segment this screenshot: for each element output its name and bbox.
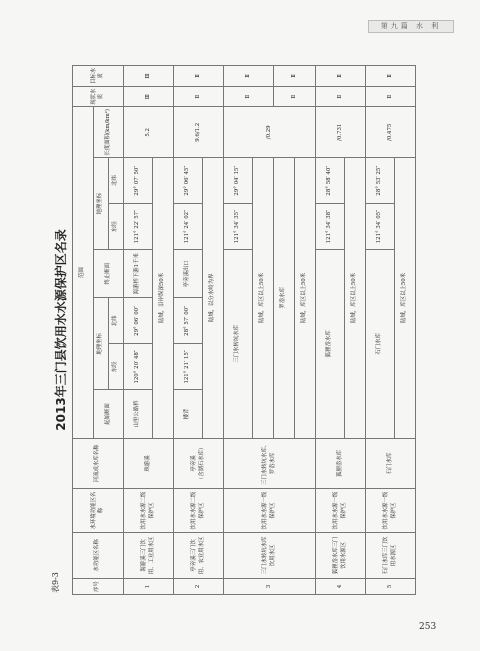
cell-target: Ⅲ bbox=[124, 66, 174, 87]
cell-start: 山里公路桥 bbox=[124, 390, 153, 438]
cell-river bbox=[174, 438, 224, 489]
cell-end: 海游桥下游1千米 bbox=[124, 250, 153, 298]
cell-quality: Ⅱ bbox=[224, 86, 274, 107]
col-end: 终止断面 bbox=[94, 250, 124, 298]
cell-scope: 石门水库 bbox=[366, 250, 395, 439]
table-number: 表9-3 bbox=[51, 572, 60, 593]
cell-note: 陆域，库区以上50米 bbox=[253, 158, 274, 439]
cell-area: 三门水转坑水库饮用水区 bbox=[224, 532, 316, 578]
cell-end-lon: 121° 22′ 57″ bbox=[124, 204, 153, 250]
cell-scope: 狐狸岙水库 bbox=[316, 250, 345, 439]
col-geo-end: 地理坐标 bbox=[94, 158, 109, 250]
cell-area: 亭旁溪三门饮用、农业用水区 bbox=[174, 532, 224, 578]
cell-note: 陆域，库区以上50米 bbox=[345, 158, 366, 439]
cell-lat: 28° 58′ 40″ bbox=[316, 158, 345, 204]
cell-length: /0.731 bbox=[316, 107, 366, 158]
table-row bbox=[174, 66, 203, 595]
cell-end: 亭旁溪出口 bbox=[174, 250, 203, 298]
col-length: 长度面积(km/km²) bbox=[94, 107, 124, 158]
cell-note: 陆域，库区以上50米 bbox=[295, 158, 316, 439]
cell-lon: 121° 34′ 38″ bbox=[316, 204, 345, 250]
cell-quality: Ⅱ bbox=[366, 86, 416, 107]
cell-target: Ⅱ bbox=[224, 66, 274, 87]
cell-start-lat: 29° 06′ 00″ bbox=[124, 298, 153, 344]
running-header: 第九篇 水 利 bbox=[368, 20, 454, 33]
cell-end-lon: 121° 24′ 02″ bbox=[174, 204, 203, 250]
cell-env: 饮用水水源一级保护区 bbox=[366, 489, 416, 533]
cell-note: 陆域，以分水岭为界 bbox=[203, 158, 224, 439]
cell-target: Ⅱ bbox=[274, 66, 316, 87]
cell-area: 海游溪三门饮用、工业用水区 bbox=[124, 532, 174, 578]
cell-length: /0.475 bbox=[366, 107, 416, 158]
col-scope: 范围 bbox=[73, 107, 94, 438]
cell-scope: 罗岙水库 bbox=[274, 158, 295, 439]
cell-seq: 5 bbox=[366, 578, 416, 594]
cell-quality: Ⅱ bbox=[274, 86, 316, 107]
cell-target: Ⅱ bbox=[174, 66, 224, 87]
col-lat-end: 北纬 bbox=[109, 158, 124, 204]
cell-quality: Ⅱ bbox=[316, 86, 366, 107]
col-lon-start: 东经 bbox=[109, 344, 124, 390]
cell-quality: Ⅱ bbox=[174, 86, 224, 107]
cell-seq: 3 bbox=[224, 578, 316, 594]
cell-env: 饮用水水源二级保护区 bbox=[124, 489, 174, 533]
cell-start: 楼背 bbox=[174, 390, 203, 438]
col-target: 目标水质 bbox=[73, 66, 124, 87]
cell-scope: 三门水转坑水库 bbox=[224, 250, 253, 439]
col-lon-end: 东经 bbox=[109, 204, 124, 250]
col-area: 水功能区名称 bbox=[73, 532, 124, 578]
cell-seq: 4 bbox=[316, 578, 366, 594]
cell-end-lat: 29° 06′ 45″ bbox=[174, 158, 203, 204]
cell-river: 珠游溪 bbox=[124, 438, 174, 489]
col-start: 起始断面 bbox=[94, 390, 124, 438]
table-title: 2013年三门县饮用水水源保护区名录 bbox=[54, 229, 68, 431]
cell-seq: 1 bbox=[124, 578, 174, 594]
cell-start-lat: 28° 57′ 00″ bbox=[174, 298, 203, 344]
cell-length: /0.29 bbox=[224, 107, 316, 158]
cell-note: 陆域，库区以上50米 bbox=[395, 158, 416, 439]
cell-quality: Ⅲ bbox=[124, 86, 174, 107]
col-geo-start: 地理坐标 bbox=[94, 298, 109, 390]
table-row bbox=[316, 66, 345, 595]
cell-area: 石门水库三门饮用水源区 bbox=[366, 532, 416, 578]
col-lat-start: 北纬 bbox=[109, 298, 124, 344]
cell-river: 狐狸岙水库 bbox=[316, 438, 366, 489]
col-seq: 序号 bbox=[73, 578, 124, 594]
cell-env: 饮用水水源二级保护区 bbox=[174, 489, 224, 533]
cell-river: 三门水转坑水库、罗岙水库 bbox=[224, 438, 316, 489]
cell-lon: 121° 34′ 35″ bbox=[224, 204, 253, 250]
cell-lat: 28° 53′ 25″ bbox=[366, 158, 395, 204]
page-number: 253 bbox=[419, 622, 437, 632]
river-name: 亭旁溪 bbox=[191, 455, 198, 472]
col-env: 水环境功能区名称 bbox=[73, 489, 124, 533]
rotated-table-block bbox=[50, 65, 430, 595]
table-row bbox=[366, 66, 395, 595]
cell-area: 狐狸岙水库三门饮用水源区 bbox=[316, 532, 366, 578]
cell-env: 饮用水水源一级保护区 bbox=[224, 489, 316, 533]
cell-target: Ⅱ bbox=[316, 66, 366, 87]
river-note: （含湖石水库） bbox=[198, 444, 205, 483]
cell-seq: 2 bbox=[174, 578, 224, 594]
col-quality: 现状水质 bbox=[73, 86, 124, 107]
cell-start-lon: 120° 20′ 48″ bbox=[124, 344, 153, 390]
cell-note: 陆域，沿岸纵深50米 bbox=[153, 158, 174, 439]
cell-start-lon: 121° 21′ 15″ bbox=[174, 344, 203, 390]
cell-lon: 121° 34′ 05″ bbox=[366, 204, 395, 250]
table-row bbox=[224, 66, 253, 595]
cell-river: 石门水库 bbox=[366, 438, 416, 489]
cell-lat: 29° 04′ 15″ bbox=[224, 158, 253, 204]
cell-target: Ⅱ bbox=[366, 66, 416, 87]
cell-end-lat: 29° 07′ 50″ bbox=[124, 158, 153, 204]
col-river: 河流或水库名称 bbox=[73, 438, 124, 489]
cell-length: 9.6/1.2 bbox=[174, 107, 224, 158]
cell-length: 5.2 bbox=[124, 107, 174, 158]
cell-env: 饮用水水源一级保护区 bbox=[316, 489, 366, 533]
water-source-table bbox=[72, 65, 416, 595]
table-row bbox=[124, 66, 153, 595]
